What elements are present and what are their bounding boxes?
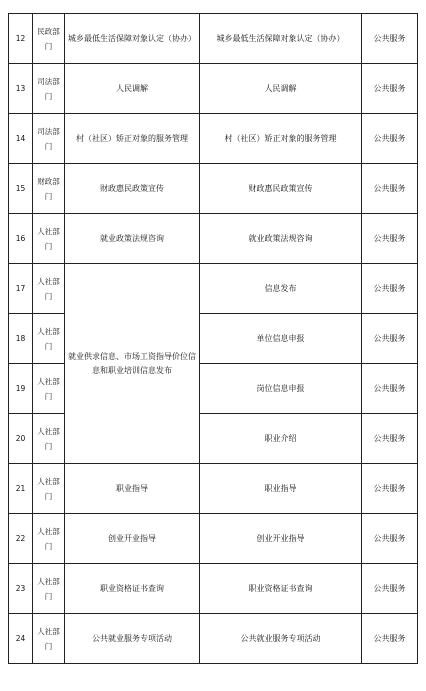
category-cell: 公共服务 <box>362 364 418 414</box>
row-number: 13 <box>9 64 33 114</box>
row-number: 15 <box>9 164 33 214</box>
sub-item-cell: 城乡最低生活保障对象认定（协办） <box>200 14 362 64</box>
row-number: 24 <box>9 614 33 664</box>
service-item-cell: 创业开业指导 <box>65 514 200 564</box>
service-item-cell: 就业供求信息、市场工资指导价位信息和职业培训信息发布 <box>65 264 200 464</box>
table-row <box>9 514 418 564</box>
row-number: 19 <box>9 364 33 414</box>
table-row <box>9 164 418 214</box>
department-cell: 司法部门 <box>33 64 65 114</box>
service-item-cell: 村（社区）矫正对象的服务管理 <box>65 114 200 164</box>
table-row <box>9 464 418 514</box>
department-cell: 人社部门 <box>33 514 65 564</box>
sub-item-cell: 公共就业服务专项活动 <box>200 614 362 664</box>
row-number: 14 <box>9 114 33 164</box>
category-cell: 公共服务 <box>362 614 418 664</box>
category-cell: 公共服务 <box>362 214 418 264</box>
sub-item-cell: 单位信息申报 <box>200 314 362 364</box>
department-cell: 人社部门 <box>33 564 65 614</box>
service-item-cell: 职业指导 <box>65 464 200 514</box>
row-number: 21 <box>9 464 33 514</box>
table-row <box>9 14 418 64</box>
table-row <box>9 64 418 114</box>
category-cell: 公共服务 <box>362 414 418 464</box>
row-number: 23 <box>9 564 33 614</box>
category-cell: 公共服务 <box>362 14 418 64</box>
row-number: 18 <box>9 314 33 364</box>
category-cell: 公共服务 <box>362 564 418 614</box>
table-row <box>9 214 418 264</box>
department-cell: 人社部门 <box>33 614 65 664</box>
department-cell: 人社部门 <box>33 264 65 314</box>
department-cell: 财政部门 <box>33 164 65 214</box>
table-row <box>9 564 418 614</box>
row-number: 17 <box>9 264 33 314</box>
sub-item-cell: 村（社区）矫正对象的服务管理 <box>200 114 362 164</box>
sub-item-cell: 岗位信息申报 <box>200 364 362 414</box>
row-number: 22 <box>9 514 33 564</box>
sub-item-cell: 就业政策法规咨询 <box>200 214 362 264</box>
department-cell: 民政部门 <box>33 14 65 64</box>
category-cell: 公共服务 <box>362 164 418 214</box>
sub-item-cell: 职业资格证书查询 <box>200 564 362 614</box>
sub-item-cell: 职业介绍 <box>200 414 362 464</box>
service-item-cell: 人民调解 <box>65 64 200 114</box>
sub-item-cell: 信息发布 <box>200 264 362 314</box>
row-number: 16 <box>9 214 33 264</box>
sub-item-cell: 职业指导 <box>200 464 362 514</box>
service-item-cell: 城乡最低生活保障对象认定（协办） <box>65 14 200 64</box>
sub-item-cell: 人民调解 <box>200 64 362 114</box>
department-cell: 人社部门 <box>33 214 65 264</box>
row-number: 20 <box>9 414 33 464</box>
table-row <box>9 114 418 164</box>
service-item-cell: 职业资格证书查询 <box>65 564 200 614</box>
service-item-cell: 就业政策法规咨询 <box>65 214 200 264</box>
table-row <box>9 264 418 314</box>
sub-item-cell: 财政惠民政策宣传 <box>200 164 362 214</box>
department-cell: 人社部门 <box>33 464 65 514</box>
category-cell: 公共服务 <box>362 114 418 164</box>
category-cell: 公共服务 <box>362 64 418 114</box>
service-item-cell: 公共就业服务专项活动 <box>65 614 200 664</box>
department-cell: 人社部门 <box>33 314 65 364</box>
table-row <box>9 614 418 664</box>
category-cell: 公共服务 <box>362 264 418 314</box>
service-item-cell: 财政惠民政策宣传 <box>65 164 200 214</box>
service-table <box>8 13 418 664</box>
category-cell: 公共服务 <box>362 464 418 514</box>
sub-item-cell: 创业开业指导 <box>200 514 362 564</box>
department-cell: 司法部门 <box>33 114 65 164</box>
category-cell: 公共服务 <box>362 314 418 364</box>
row-number: 12 <box>9 14 33 64</box>
department-cell: 人社部门 <box>33 364 65 414</box>
category-cell: 公共服务 <box>362 514 418 564</box>
department-cell: 人社部门 <box>33 414 65 464</box>
